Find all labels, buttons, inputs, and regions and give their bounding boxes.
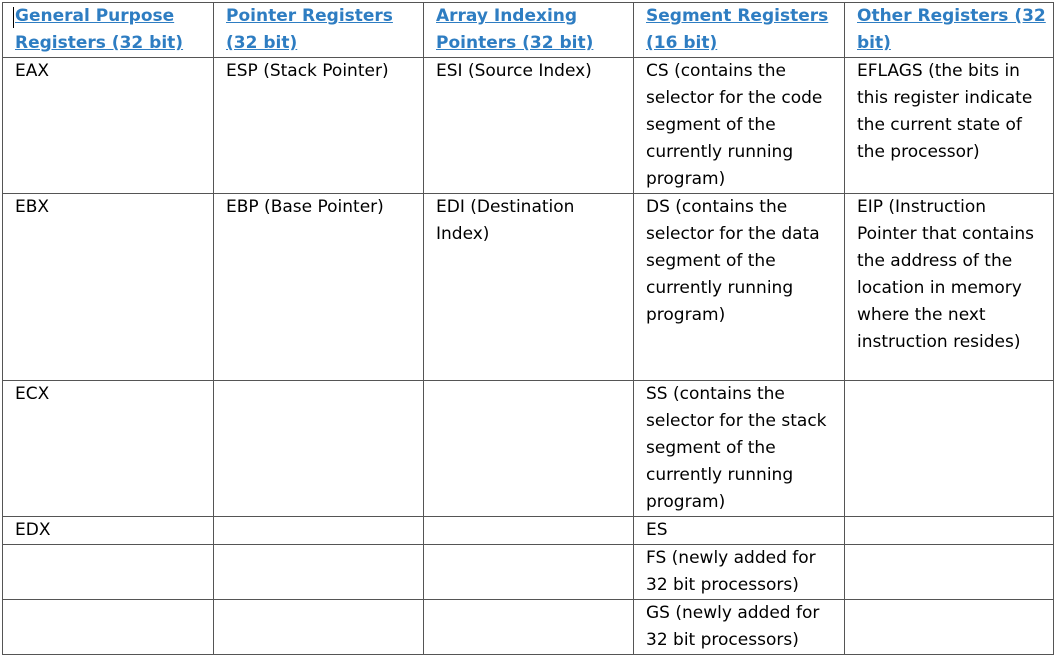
table-cell: DS (contains the selector for the data segment of the currently running program)	[634, 194, 845, 381]
table-cell	[3, 545, 214, 600]
table-cell: ES	[634, 517, 845, 545]
table-cell: CS (contains the selector for the code segment of the currently running program)	[634, 58, 845, 194]
table-cell: GS (newly added for 32 bit processors)	[634, 600, 845, 655]
registers-table	[2, 2, 1054, 655]
table-cell	[845, 381, 1054, 517]
table-row	[3, 381, 1054, 517]
table-cell: EAX	[3, 58, 214, 194]
table-cell	[845, 545, 1054, 600]
table-cell	[214, 381, 424, 517]
header-pointer[interactable]: Pointer Registers (32 bit)	[214, 3, 424, 58]
table-row	[3, 517, 1054, 545]
table-row	[3, 545, 1054, 600]
table-cell: EBX	[3, 194, 214, 381]
header-segment[interactable]: Segment Registers (16 bit)	[634, 3, 845, 58]
header-other[interactable]: Other Registers (32 bit)	[845, 3, 1054, 58]
header-array-indexing[interactable]: Array Indexing Pointers (32 bit)	[424, 3, 634, 58]
table-cell: EDI (Destination Index)	[424, 194, 634, 381]
table-cell	[3, 600, 214, 655]
header-general-purpose[interactable]: General Purpose Registers (32 bit)	[3, 3, 214, 58]
table-row	[3, 600, 1054, 655]
table-cell: EFLAGS (the bits in this register indicate the current state of the processor)	[845, 58, 1054, 194]
table-cell: EBP (Base Pointer)	[214, 194, 424, 381]
table-cell	[214, 517, 424, 545]
table-cell: SS (contains the selector for the stack segment of the currently running program)	[634, 381, 845, 517]
table-cell	[214, 545, 424, 600]
table-cell	[214, 600, 424, 655]
header-row	[3, 3, 1054, 58]
table-cell	[424, 381, 634, 517]
table-row	[3, 194, 1054, 381]
table-cell	[845, 600, 1054, 655]
table-row	[3, 58, 1054, 194]
table-cell: ESP (Stack Pointer)	[214, 58, 424, 194]
table-cell	[424, 517, 634, 545]
table-cell	[424, 600, 634, 655]
table-cell: EDX	[3, 517, 214, 545]
table-cell: ESI (Source Index)	[424, 58, 634, 194]
table-cell: FS (newly added for 32 bit processors)	[634, 545, 845, 600]
table-cell	[845, 517, 1054, 545]
table-cell: ECX	[3, 381, 214, 517]
text-cursor	[13, 7, 14, 28]
table-cell: EIP (Instruction Pointer that contains the address of the location in memory where the next instruction resides)	[845, 194, 1054, 381]
table-cell	[424, 545, 634, 600]
